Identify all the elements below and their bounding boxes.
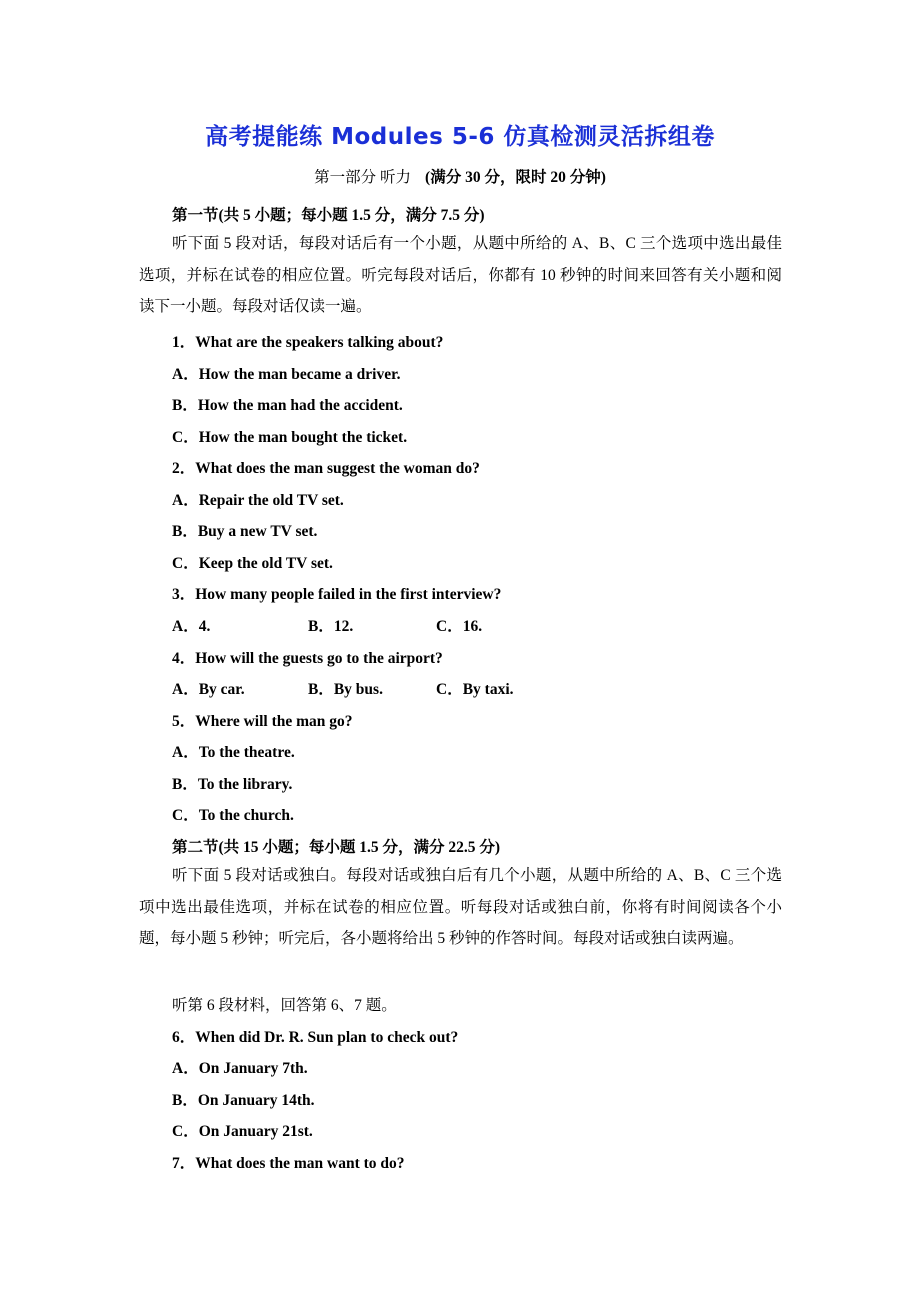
q5-option-b: B．To the library. <box>172 776 293 793</box>
q4-stem: 4．How will the guests go to the airport? <box>172 650 443 667</box>
q2-option-b: B．Buy a new TV set. <box>172 523 318 540</box>
q3-option-b: B．12. <box>308 618 354 635</box>
material-note: 听第 6 段材料，回答第 6、7 题。 <box>172 997 397 1014</box>
q4-option-c: C．By taxi. <box>436 681 514 698</box>
q6-stem: 6．When did Dr. R. Sun plan to check out? <box>172 1029 459 1046</box>
q1-option-b: B．How the man had the accident. <box>172 397 403 414</box>
q7-stem: 7．What does the man want to do? <box>172 1155 405 1172</box>
q3-stem: 3．How many people failed in the first interview? <box>172 586 502 603</box>
q4-option-a: A．By car. <box>172 681 245 698</box>
section2-instructions: 听下面 5 段对话或独白。每段对话或独白后有几个小题，从题中所给的 A、B、C 三个选项中选出最佳选项，并标在试卷的相应位置。听每段对话或独白前，你将有时间阅读各个小题，每小题 5 秒钟；听完后，各小题将给出 5 秒钟的作答时间。每段对话或独白读两遍。 <box>139 867 782 948</box>
q2-option-c: C．Keep the old TV set. <box>172 555 333 572</box>
section1-instructions: 听下面 5 段对话，每段对话后有一个小题，从题中所给的 A、B、C 三个选项中选出最佳选项，并标在试卷的相应位置。听完每段对话后，你都有 10 秒钟的时间来回答有关小题和阅读下一小题。每段对话仅读一遍。 <box>139 235 782 316</box>
q6-option-b: B．On January 14th. <box>172 1092 315 1109</box>
q1-stem: 1．What are the speakers talking about? <box>172 334 444 351</box>
q6-option-a: A．On January 7th. <box>172 1060 308 1077</box>
q4-option-b: B．By bus. <box>308 681 383 698</box>
page-title: 高考提能练 Modules 5-6 仿真检测灵活拆组卷 <box>205 124 715 150</box>
part-subtitle <box>0 165 920 187</box>
q2-stem: 2．What does the man suggest the woman do? <box>172 460 480 477</box>
q1-option-c: C．How the man bought the ticket. <box>172 429 408 446</box>
q5-option-c: C．To the church. <box>172 807 294 824</box>
q5-stem: 5．Where will the man go? <box>172 713 353 730</box>
section2-header: 第二节(共 15 小题；每小题 1.5 分，满分 22.5 分) <box>172 839 501 856</box>
q1-option-a: A．How the man became a driver. <box>172 366 401 383</box>
part-label: 第一部分 听力 <box>314 169 412 186</box>
q3-options <box>172 614 482 636</box>
q5-option-a: A．To the theatre. <box>172 744 295 761</box>
q4-options <box>172 677 514 699</box>
q2-option-a: A．Repair the old TV set. <box>172 492 344 509</box>
q3-option-c: C．16. <box>436 618 483 635</box>
section1-header: 第一节(共 5 小题；每小题 1.5 分，满分 7.5 分) <box>172 207 485 224</box>
part-meta: (满分 30 分，限时 20 分钟) <box>425 169 606 186</box>
q6-option-c: C．On January 21st. <box>172 1123 313 1140</box>
q3-option-a: A．4. <box>172 618 211 635</box>
